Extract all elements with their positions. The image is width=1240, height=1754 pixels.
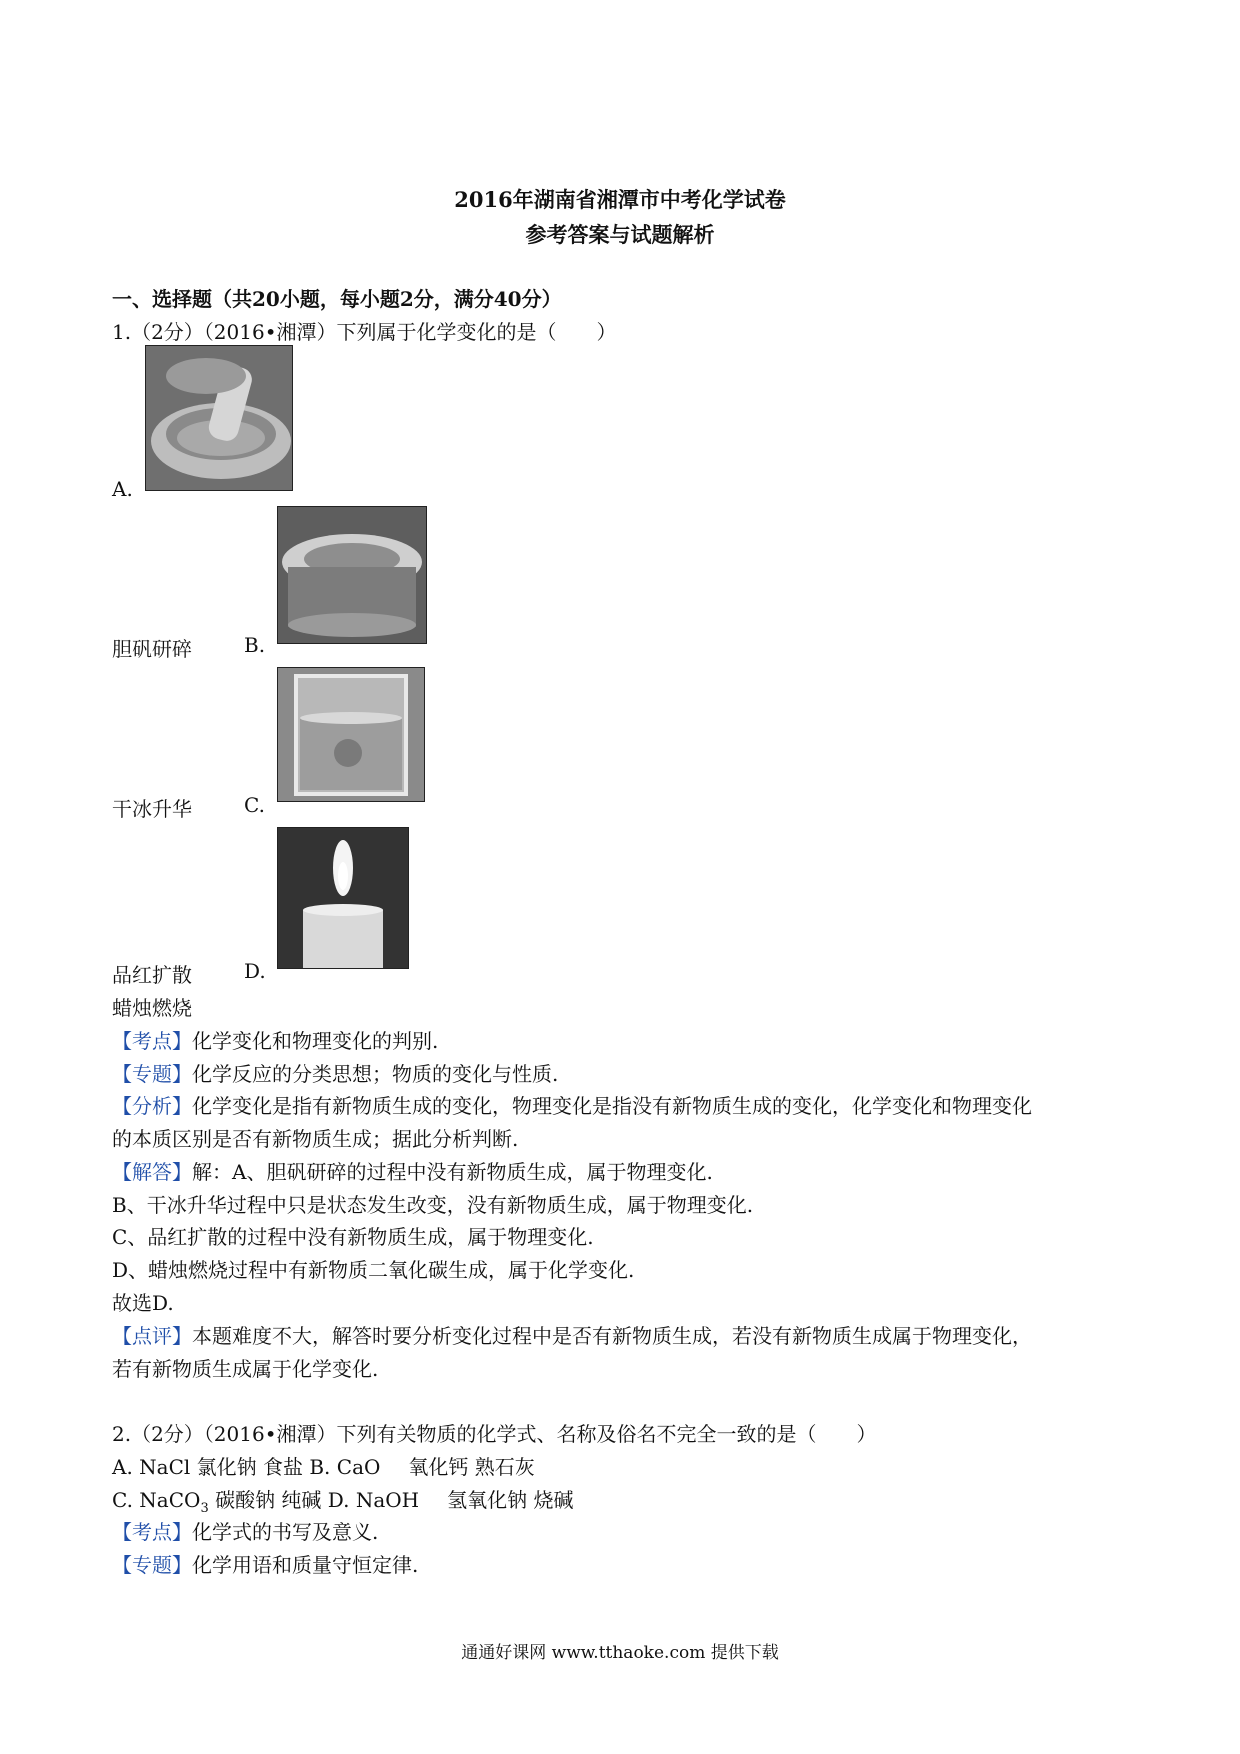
kaodian-tag: 【考点】 — [112, 1029, 192, 1053]
page-subtitle: 参考答案与试题解析 — [525, 222, 715, 247]
q1-jieda-4: D、蜡烛燃烧过程中有新物质二氧化碳生成，属于化学变化. — [112, 1258, 635, 1282]
q1-option-c-caption: 品红扩散 — [112, 963, 192, 987]
candle-photo — [277, 827, 409, 969]
q1-option-a-letter: A. — [112, 477, 133, 501]
q2-zhuanti-text: 化学用语和质量守恒定律. — [192, 1553, 419, 1577]
q1-zhuanti — [112, 1058, 558, 1087]
q1-jieda — [112, 1156, 713, 1185]
q2-option-a-b: A. NaCl 氯化钠 食盐 B. CaO — [112, 1455, 381, 1479]
q2-row-1 — [112, 1451, 535, 1480]
q1-kaodian — [112, 1025, 438, 1054]
q1-dianping-2: 若有新物质生成属于化学变化. — [112, 1357, 379, 1381]
q1-jieda-3: C、品红扩散的过程中没有新物质生成，属于物理变化. — [112, 1225, 594, 1249]
q2-option-c-d: 碳酸钠 纯碱 D. NaOH — [208, 1488, 420, 1512]
q1-option-d-letter: D. — [244, 959, 266, 983]
zhuanti-text: 化学反应的分类思想；物质的变化与性质. — [192, 1062, 559, 1086]
q1-jieda-2: B、干冰升华过程中只是状态发生改变，没有新物质生成，属于物理变化. — [112, 1193, 754, 1217]
fenxi-text-1: 化学变化是指有新物质生成的变化，物理变化是指没有新物质生成的变化，化学变化和物理变化 — [192, 1094, 1032, 1118]
q1-option-b-letter: B. — [244, 633, 266, 657]
dianping-tag: 【点评】 — [112, 1324, 192, 1348]
mortar-photo — [145, 345, 293, 491]
q2-option-b-names: 氧化钙 熟石灰 — [408, 1455, 535, 1479]
page-footer: 通通好课网 www.tthaoke.com 提供下载 — [461, 1643, 779, 1663]
dry-ice-photo — [277, 506, 427, 644]
q2-row-2 — [112, 1484, 573, 1516]
q2-stem: 2.（2分）（2016•湘潭）下列有关物质的化学式、名称及俗名不完全一致的是（ ） — [112, 1422, 877, 1446]
fenxi-tag: 【分析】 — [112, 1094, 192, 1118]
q1-answer: 故选D. — [112, 1291, 174, 1315]
jieda-text-1: 解：A、胆矾研碎的过程中没有新物质生成，属于物理变化. — [192, 1160, 713, 1184]
q2-kaodian-tag: 【考点】 — [112, 1520, 192, 1544]
q2-zhuanti — [112, 1549, 418, 1578]
page-title: 2016年湖南省湘潭市中考化学试卷 — [454, 187, 786, 212]
q2-zhuanti-tag: 【专题】 — [112, 1553, 192, 1577]
q1-option-a-caption: 胆矾研碎 — [112, 637, 192, 661]
zhuanti-tag: 【专题】 — [112, 1062, 192, 1086]
q1-option-b-caption: 干冰升华 — [112, 797, 192, 821]
q1-option-c-letter: C. — [244, 793, 265, 817]
q1-option-d-caption: 蜡烛燃烧 — [112, 996, 192, 1020]
jieda-tag: 【解答】 — [112, 1160, 192, 1184]
q2-kaodian — [112, 1516, 378, 1545]
q1-stem: 1.（2分）（2016•湘潭）下列属于化学变化的是（ ） — [112, 320, 617, 344]
section-heading: 一、选择题（共20小题，每小题2分，满分40分） — [112, 287, 562, 311]
q1-dianping — [112, 1320, 1032, 1349]
q1-fenxi — [112, 1090, 1032, 1119]
q2-option-c-subscript: 3 — [200, 1501, 209, 1516]
q2-option-c-formula: C. NaCO — [112, 1488, 201, 1512]
q2-option-d-names: 氢氧化钠 烧碱 — [447, 1488, 574, 1512]
beaker-photo — [277, 667, 425, 802]
q2-kaodian-text: 化学式的书写及意义. — [192, 1520, 379, 1544]
q1-fenxi-2: 的本质区别是否有新物质生成；据此分析判断. — [112, 1127, 519, 1151]
kaodian-text: 化学变化和物理变化的判别. — [192, 1029, 439, 1053]
dianping-text-1: 本题难度不大，解答时要分析变化过程中是否有新物质生成，若没有新物质生成属于物理变化， — [192, 1324, 1032, 1348]
